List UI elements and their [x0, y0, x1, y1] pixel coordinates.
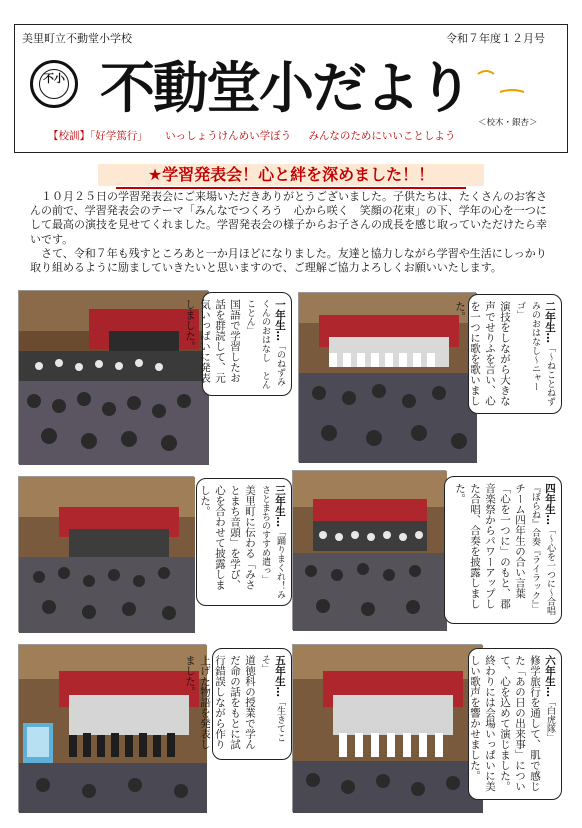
school-motto	[48, 128, 469, 143]
caption-grade-2	[454, 294, 562, 414]
school-tree-note: ＜校木・銀杏＞	[478, 118, 538, 128]
grade-5-label: 五年生…	[274, 655, 286, 697]
caption-grade-6	[468, 648, 562, 800]
caption-grade-1	[184, 292, 292, 396]
article-intro	[30, 190, 556, 275]
grade-3-body: 美里町に伝わる「みさとまち音頭」を学び、心を合わせて披露しました。	[199, 485, 256, 590]
intro-paragraph-2: さて、令和７年も残すところあと一か月ほどになりました。友達と協力しながら学習や生活にしっかり取り組めるように励ましていきたいと思いますので、ご理解ご協力よろしくお願いいたします。	[30, 246, 547, 275]
grade-2-label: 二年生…	[544, 301, 556, 343]
photo-grade-1	[18, 290, 208, 464]
caption-grade-5	[184, 648, 292, 760]
grade-6-label: 六年生…	[544, 655, 556, 697]
heading-underline	[116, 187, 466, 189]
photo-grade-6	[292, 644, 482, 812]
grade-4-work: 「～心を一つに～合唱『ぼらね』合奏『ライラック』」	[530, 483, 555, 615]
grade-4-label: 四年生…	[544, 483, 556, 525]
photo-grade-2	[298, 292, 476, 462]
grade-1-body: 国語で学習したお話を群読して、元気いっぱいに発表しました。	[184, 299, 241, 383]
photo-grade-4	[292, 470, 446, 630]
grade-2-work: 「～ねことねずみのおはなし～ニャーゴ」	[515, 301, 555, 406]
emblem-lettering: 不小	[43, 72, 65, 85]
grade-2-body: 演技をしながら大きな声でせりふを言い、心を一つに歌を歌いました。	[454, 301, 511, 406]
newsletter-title: 不動堂小だより	[100, 56, 472, 120]
ginkgo-doodle-icon	[470, 62, 530, 102]
school-name: 美里町立不動堂小学校	[22, 32, 132, 45]
grade-5-body: 道徳科の授業で学んだ命の話をもとに試行錯誤しながら作り上げた物語を発表しました。	[184, 655, 256, 750]
grade-3-work: 「踊りまくれ！みさとまちのすすめ遣っ」	[260, 485, 285, 599]
motto-line-2: みんなのためにいいことしよう	[308, 130, 456, 142]
grade-1-work: 「のねずみくんのおはなし とんことん」	[245, 299, 285, 389]
grade-4-body: チーム四年生の合い言葉「心を一つに」のもと、郡音楽祭からパワーアップした合唱、合奏を披露しました。	[454, 483, 526, 609]
motto-label: 【校訓】「好学篤行」	[48, 130, 148, 142]
grade-6-work: 「白虎隊」	[545, 697, 555, 742]
issue-label: 令和７年度１２月号	[446, 32, 545, 45]
article-heading: ★学習発表会！心と絆を深めました！！	[147, 165, 435, 184]
grade-6-body: 修学旅行を通して、肌で感じた「あの日の出来事」について、心を込めて演じました。終わりには会場いっぱいに美しい歌声を響かせました。	[469, 655, 541, 792]
intro-paragraph-1: １０月２５日の学習発表会にご来場いただきありがとうございました。子供たちは、たくさんのお客さんの前で、学習発表会のテーマ「みんなでつくろう 心から咲く 笑顔の花束」の下、学年の心を一つにして最高の演技を見せてくれました。学習発表会の様子からお子さんの成長を感じ取っていただけたら幸いです。	[30, 190, 547, 246]
grade-5-work: 「生きてこそ」	[260, 655, 285, 742]
photo-grade-3	[18, 476, 194, 632]
grade-1-label: 一年生…	[274, 299, 286, 341]
caption-grade-3	[196, 478, 292, 606]
grade-3-label: 三年生…	[274, 485, 286, 527]
caption-grade-4	[444, 476, 562, 624]
photo-grade-5	[18, 644, 206, 812]
motto-line-1: いっしょうけんめい学ぼう	[165, 130, 292, 142]
school-emblem	[30, 60, 78, 108]
